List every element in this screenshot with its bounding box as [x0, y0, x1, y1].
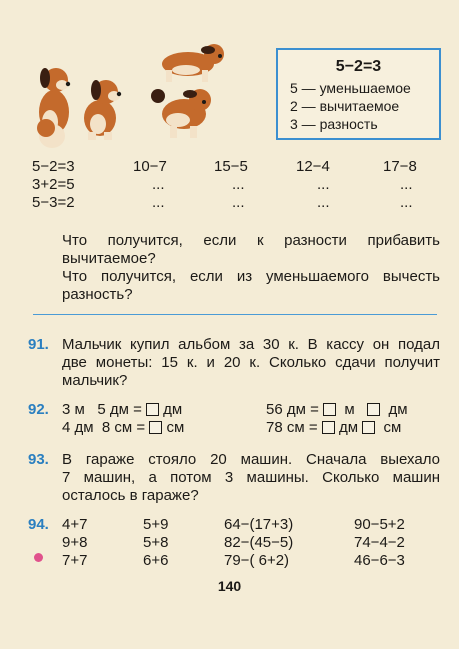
question-text: Что получится, если к разности прибавить [62, 232, 440, 249]
answer-box[interactable] [149, 421, 162, 434]
exercise-expression: 17−8 [383, 158, 417, 175]
arithmetic-expression: 5+8 [143, 534, 169, 551]
definition-title: 5−2=3 [335, 58, 382, 75]
problem-number: 93. [28, 451, 49, 468]
exercise-blank: ... [152, 194, 165, 211]
difficulty-marker-icon [34, 553, 43, 562]
question-text: вычитаемое? [62, 250, 156, 267]
arithmetic-expression: 5+9 [143, 516, 169, 533]
exercise-blank: ... [317, 176, 330, 193]
problem-number: 92. [28, 401, 49, 418]
answer-box[interactable] [322, 421, 335, 434]
exercise-blank: ... [400, 176, 413, 193]
arithmetic-expression: 4+7 [62, 516, 88, 533]
arithmetic-expression: 74−4−2 [354, 534, 405, 551]
answer-box[interactable] [146, 403, 159, 416]
problem-text: В гараже стояло 20 машин. Сначала выехало [62, 451, 440, 468]
problem-text: две монеты: 15 к. и 20 к. Сколько сдачи получит [62, 354, 440, 371]
problem-number: 91. [28, 336, 49, 353]
exercise-blank: ... [317, 194, 330, 211]
exercise-blank: ... [400, 194, 413, 211]
section-divider [33, 314, 437, 315]
conversion-expression: 78 см = дм см [266, 419, 402, 436]
arithmetic-expression: 6+6 [143, 552, 169, 569]
exercise-blank: ... [232, 194, 245, 211]
question-text: Что получится, если из уменьшаемого вычесть [62, 268, 440, 285]
question-text: разность? [62, 286, 133, 303]
conversion-expression: 4 дм 8 см = см [62, 419, 185, 436]
example-equation: 5−3=2 [32, 194, 75, 211]
puppies-illustration [28, 40, 268, 152]
arithmetic-expression: 79−( 6+2) [224, 552, 290, 569]
exercise-blank: ... [152, 176, 165, 193]
arithmetic-expression: 90−5+2 [354, 516, 405, 533]
problem-number: 94. [28, 516, 49, 533]
example-equation: 5−2=3 [32, 158, 75, 175]
problem-text: Мальчик купил альбом за 30 к. В кассу он подал [62, 336, 440, 353]
arithmetic-expression: 82−(45−5) [224, 534, 294, 551]
answer-box[interactable] [323, 403, 336, 416]
page-number: 140 [217, 578, 242, 594]
problem-text: осталось в гараже? [62, 487, 199, 504]
definition-difference: 3 — разность [290, 116, 378, 132]
definition-minuend: 5 — уменьшаемое [290, 80, 411, 96]
arithmetic-expression: 64−(17+3) [224, 516, 294, 533]
exercise-expression: 15−5 [214, 158, 248, 175]
conversion-expression: 3 м 5 дм = дм [62, 401, 183, 418]
exercise-expression: 10−7 [133, 158, 167, 175]
problem-text: 7 машин, а потом 3 машины. Сколько машин [62, 469, 440, 486]
arithmetic-expression: 46−6−3 [354, 552, 405, 569]
definition-box [276, 48, 441, 140]
answer-box[interactable] [367, 403, 380, 416]
answer-box[interactable] [362, 421, 375, 434]
puppy-playing-icon [151, 89, 211, 138]
exercise-blank: ... [232, 176, 245, 193]
problem-text: мальчик? [62, 372, 128, 389]
conversion-expression: 56 дм = м дм [266, 401, 408, 418]
puppy-sitting-2-icon [84, 80, 121, 140]
definition-subtrahend: 2 — вычитаемое [290, 98, 400, 114]
arithmetic-expression: 9+8 [62, 534, 88, 551]
exercise-expression: 12−4 [296, 158, 330, 175]
example-equation: 3+2=5 [32, 176, 75, 193]
puppy-jumping-icon [162, 44, 224, 82]
arithmetic-expression: 7+7 [62, 552, 88, 569]
